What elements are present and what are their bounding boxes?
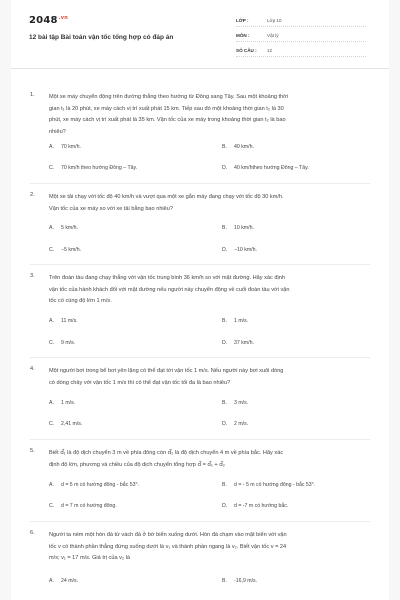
option-letter: C. <box>49 247 55 253</box>
option-letter: B. <box>222 482 227 488</box>
question-divider <box>30 521 370 522</box>
option-letter: A. <box>49 578 54 584</box>
option-c[interactable] <box>49 165 137 171</box>
option-d[interactable] <box>222 165 309 171</box>
option-text: 5 km/h. <box>61 225 79 231</box>
meta-label: MÔN : <box>236 32 250 38</box>
question-number: 4. <box>30 366 35 372</box>
question-line: phút, xe máy cách vị trí xuất phát là 35 km. Vận tốc của xe máy trong khoảng thời gian t₂ là bao <box>49 117 286 124</box>
option-d[interactable] <box>222 247 257 253</box>
option-b[interactable] <box>222 578 257 584</box>
question-number: 6. <box>30 530 35 536</box>
question-line: Một người bơi trong bể bơi yên lặng có thể đạt tới vận tốc 1 m/s. Nếu người này bơi xuôi dòng <box>49 368 284 374</box>
option-d[interactable] <box>222 421 248 427</box>
document-header <box>11 0 389 69</box>
option-letter: A. <box>49 482 54 488</box>
option-letter: A. <box>49 318 54 324</box>
option-c[interactable] <box>49 503 117 509</box>
option-b[interactable] <box>222 318 248 324</box>
option-text: d = 5 m có hướng đông - bắc 53°. <box>61 482 140 488</box>
question-line: gian t₁ là 20 phút, xe máy cách vị trí xuất phát 15 km. Tiếp sau đó một khoảng thời gian t₂ là 30 <box>49 105 284 112</box>
option-text: d = - 5 m có hướng đông - bắc 53°. <box>234 482 316 488</box>
question-text <box>49 192 370 215</box>
document-page <box>11 0 389 600</box>
option-letter: B. <box>222 225 227 231</box>
option-text: 70 km/h. <box>61 144 81 150</box>
question-number: 5. <box>30 448 35 454</box>
meta-label: SỐ CÂU : <box>236 47 257 53</box>
option-text: 2 m/s. <box>234 421 249 427</box>
question-line: Biết d⃗₁ là độ dịch chuyển 3 m về phía đông còn d⃗₂ là độ dịch chuyển 4 m về phía bắc. Hãy xác <box>49 450 284 456</box>
question-line: Một xe máy chuyển động trên đường thẳng theo hướng từ Đông sang Tây. Sau một khoảng thời <box>49 94 289 100</box>
option-text: 11 m/s. <box>61 318 78 324</box>
option-d[interactable] <box>222 340 254 346</box>
document-meta <box>236 14 366 59</box>
option-a[interactable] <box>49 318 78 324</box>
logo-text: 2048 <box>29 15 58 26</box>
option-b[interactable] <box>222 482 315 488</box>
option-c[interactable] <box>49 340 75 346</box>
option-letter: A. <box>49 400 54 406</box>
option-a[interactable] <box>49 578 78 584</box>
option-a[interactable] <box>49 225 78 231</box>
question-divider <box>30 439 370 440</box>
option-letter: C. <box>49 165 55 171</box>
site-logo[interactable] <box>29 15 68 26</box>
question-line: Vận tốc của xe máy so với xe tải bằng bao nhiêu? <box>49 205 174 212</box>
option-text: 70 km/h theo hướng Đông – Tây. <box>61 165 138 171</box>
meta-row-subject <box>236 29 366 42</box>
option-c[interactable] <box>49 247 81 253</box>
option-b[interactable] <box>222 144 254 150</box>
option-d[interactable] <box>222 503 288 509</box>
meta-row-grade <box>236 14 366 27</box>
question-line: Người ta ném một hòn đá từ vách đá ở bờ biển xuống dưới. Hòn đá chạm vào mặt biển với vận <box>49 532 287 538</box>
option-text: 40 km/h. <box>234 144 254 150</box>
option-b[interactable] <box>222 225 254 231</box>
question-number: 3. <box>30 273 35 279</box>
meta-value: Lớp 10 <box>267 17 282 23</box>
question-line: tốc v có thành phần thẳng đứng xuống dưới là v₁ và thành phần ngang là v₂. Biết vận tốc v = 24 <box>49 543 287 550</box>
option-text: −10 km/h. <box>234 247 257 253</box>
question-line: nhiêu? <box>49 129 66 136</box>
question-line: Một xe tải chạy với tốc độ 40 km/h và vượt qua một xe gắn máy đang chạy với tốc độ 30 km/h. <box>49 194 284 200</box>
meta-value: Vật lý <box>267 32 279 38</box>
question-line: tốc có cùng độ lớn 1 m/s. <box>49 298 112 305</box>
option-text: 40 km/htheo hướng Đông – Tây. <box>234 165 309 171</box>
option-text: 24 m/s. <box>61 578 79 584</box>
question-line: định độ lớn, phương và chiều của độ dịch chuyển tổng hợp d⃗ = d⃗₁ + d⃗₂ <box>49 461 225 468</box>
option-text: 1 m/s. <box>61 400 76 406</box>
option-text: d = -7 m có hướng bắc. <box>234 503 289 509</box>
option-letter: D. <box>222 247 228 253</box>
logo-suffix: .vn <box>58 15 68 21</box>
option-letter: D. <box>222 421 228 427</box>
question-number: 1. <box>30 92 35 98</box>
option-letter: D. <box>222 503 228 509</box>
question-divider <box>30 357 370 358</box>
option-text: −5 km/h. <box>61 247 82 253</box>
option-letter: A. <box>49 225 54 231</box>
question-line: Trên đoàn tàu đang chạy thẳng với vận tốc trung bình 36 km/h so với mặt đường. Hãy xác định <box>49 275 285 281</box>
option-text: 1 m/s. <box>234 318 249 324</box>
option-letter: B. <box>222 400 227 406</box>
option-text: 2,41 m/s. <box>61 421 83 427</box>
meta-value: 12 <box>267 47 273 53</box>
question-text <box>49 448 370 471</box>
option-letter: C. <box>49 503 55 509</box>
option-letter: B. <box>222 578 227 584</box>
option-text: 10 km/h. <box>234 225 254 231</box>
meta-row-count <box>236 44 366 57</box>
option-a[interactable] <box>49 144 81 150</box>
option-b[interactable] <box>222 400 248 406</box>
question-line: m/s; v₁ = 17 m/s. Giá trị của v₂ là <box>49 555 130 562</box>
question-text <box>49 92 370 139</box>
option-a[interactable] <box>49 482 139 488</box>
question-divider <box>30 183 370 184</box>
option-letter: B. <box>222 318 227 324</box>
option-text: d = 7 m có hướng đông. <box>61 503 117 509</box>
option-letter: B. <box>222 144 227 150</box>
question-text <box>49 273 370 308</box>
question-line: có dòng chảy với vận tốc 1 m/s thì có thể đạt vận tốc tối đa là bao nhiêu? <box>49 379 231 386</box>
question-line: vận tốc của hành khách đối với mặt đường nếu người này chuyển động về cuối đoàn tàu với vận <box>49 286 290 293</box>
option-text: 37 km/h. <box>234 340 254 346</box>
option-letter: D. <box>222 340 228 346</box>
option-text: 3 m/s. <box>234 400 249 406</box>
meta-label: LỚP : <box>236 17 249 23</box>
option-text: 9 m/s. <box>61 340 76 346</box>
question-number: 2. <box>30 192 35 198</box>
option-letter: C. <box>49 340 55 346</box>
document-title: 12 bài tập Bài toán vận tốc tổng hợp có đáp án <box>29 34 174 41</box>
option-text: -16,9 m/s. <box>234 578 258 584</box>
question-text <box>49 530 370 565</box>
option-letter: C. <box>49 421 55 427</box>
option-a[interactable] <box>49 400 75 406</box>
option-c[interactable] <box>49 421 82 427</box>
option-letter: D. <box>222 165 228 171</box>
option-letter: A. <box>49 144 54 150</box>
question-divider <box>30 264 370 265</box>
question-text <box>49 366 370 389</box>
